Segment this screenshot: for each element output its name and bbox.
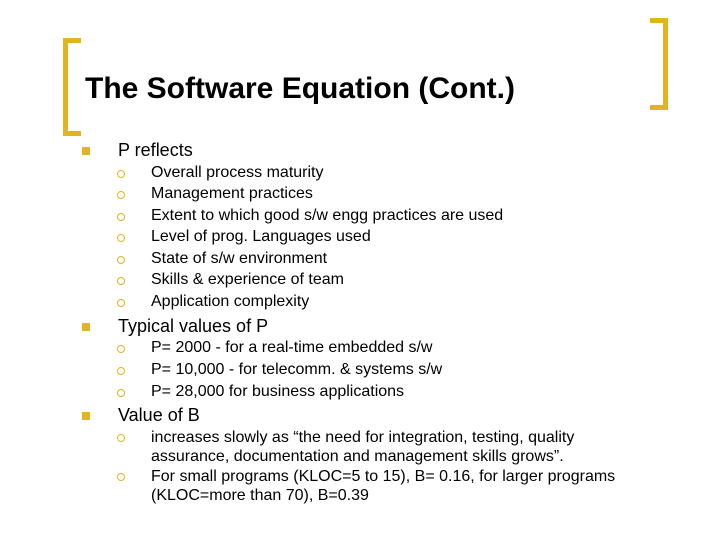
bullet-typical-values: Typical values of P (118, 316, 269, 336)
square-bullet-icon (82, 147, 90, 155)
list-item: Level of prog. Languages used (151, 228, 371, 245)
list-item: Application complexity (151, 293, 310, 310)
circle-bullet-icon (117, 434, 125, 442)
slide-title: The Software Equation (Cont.) (85, 72, 515, 105)
square-bullet-icon (82, 412, 90, 420)
circle-bullet-icon (117, 367, 125, 375)
left-bracket-decoration (63, 38, 81, 136)
list-item: P= 28,000 for business applications (151, 383, 405, 400)
circle-bullet-icon (117, 256, 125, 264)
circle-bullet-icon (117, 473, 125, 481)
list-item: P= 10,000 - for telecomm. & systems s/w (151, 361, 443, 378)
circle-bullet-icon (117, 234, 125, 242)
list-item: Management practices (151, 185, 313, 202)
bullet-value-of-b: Value of B (118, 405, 200, 425)
circle-bullet-icon (117, 345, 125, 353)
list-item: Skills & experience of team (151, 271, 344, 288)
circle-bullet-icon (117, 213, 125, 221)
circle-bullet-icon (117, 277, 125, 285)
list-item: Overall process maturity (151, 164, 324, 181)
bullet-p-reflects: P reflects (118, 140, 193, 160)
list-item: increases slowly as “the need for integration, testing, quality assurance, documentation and management skills grows”. (151, 429, 575, 465)
list-item: State of s/w environment (151, 250, 328, 267)
square-bullet-icon (82, 323, 90, 331)
list-item: P= 2000 - for a real-time embedded s/w (151, 339, 433, 356)
circle-bullet-icon (117, 299, 125, 307)
circle-bullet-icon (117, 389, 125, 397)
list-item: For small programs (KLOC=5 to 15), B= 0.16, for larger programs (KLOC=more than 70), B=0.39 (151, 468, 616, 504)
list-item: Extent to which good s/w engg practices are used (151, 207, 504, 224)
circle-bullet-icon (117, 170, 125, 178)
right-bracket-decoration (650, 18, 668, 110)
circle-bullet-icon (117, 191, 125, 199)
